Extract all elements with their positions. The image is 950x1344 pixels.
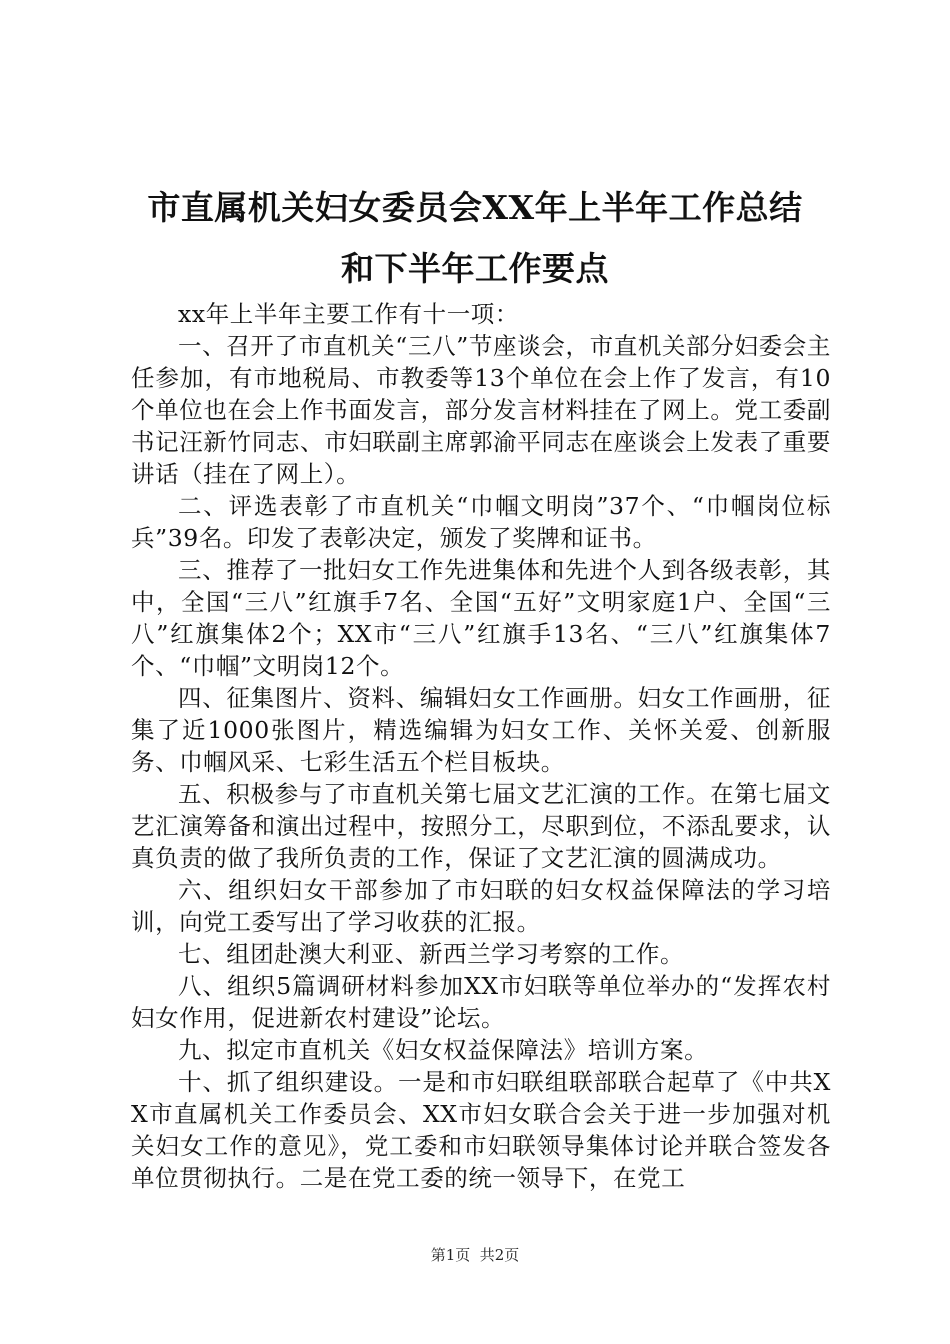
paragraph-item-8: 八、组织5篇调研材料参加XX市妇联等单位举办的“发挥农村妇女作用，促进新农村建设”论坛。 xyxy=(131,972,831,1032)
page-footer: 第1页 共2页 xyxy=(430,1246,520,1264)
paragraph-item-2: 二、评选表彰了市直机关“巾帼文明岗”37个、“巾帼岗位标兵”39名。印发了表彰决定，颁发了奖牌和证书。 xyxy=(131,492,831,552)
document-body xyxy=(131,298,831,1194)
paragraph-item-6: 六、组织妇女干部参加了市妇联的妇女权益保障法的学习培训，向党工委写出了学习收获的汇报。 xyxy=(131,876,831,936)
paragraph-item-4: 四、征集图片、资料、编辑妇女工作画册。妇女工作画册，征集了近1000张图片，精选编辑为妇女工作、关怀关爱、创新服务、巾帼风采、七彩生活五个栏目板块。 xyxy=(131,684,831,776)
paragraph-intro: xx年上半年主要工作有十一项： xyxy=(178,300,520,328)
document-title-line-1: 市直属机关妇女委员会XX年上半年工作总结 xyxy=(147,188,803,227)
paragraph-item-10: 十、抓了组织建设。一是和市妇联组联部联合起草了《中共XX市直属机关工作委员会、XX市妇女联合会关于进一步加强对机关妇女工作的意见》，党工委和市妇联领导集体讨论并联合签发各单位贯彻执行。二是在党工委的统一领导下，在党工 xyxy=(131,1068,831,1192)
document-title-line-2: 和下半年工作要点 xyxy=(341,249,609,288)
paragraph-item-7: 七、组团赴澳大利亚、新西兰学习考察的工作。 xyxy=(178,940,685,968)
paragraph-item-9: 九、拟定市直机关《妇女权益保障法》培训方案。 xyxy=(178,1036,709,1064)
paragraph-item-5: 五、积极参与了市直机关第七届文艺汇演的工作。在第七届文艺汇演筹备和演出过程中，按照分工，尽职到位，不添乱要求，认真负责的做了我所负责的工作，保证了文艺汇演的圆满成功。 xyxy=(131,780,831,872)
paragraph-item-1: 一、召开了市直机关“三八”节座谈会，市直机关部分妇委会主任参加，有市地税局、市教委等13个单位在会上作了发言，有10个单位也在会上作书面发言，部分发言材料挂在了网上。党工委副书记汪新竹同志、市妇联副主席郭渝平同志在座谈会上发表了重要讲话（挂在了网上）。 xyxy=(131,332,831,488)
paragraph-item-3: 三、推荐了一批妇女工作先进集体和先进个人到各级表彰，其中，全国“三八”红旗手7名、全国“五好”文明家庭1户、全国“三八”红旗集体2个；XX市“三八”红旗手13名、“三八”红旗集体7个、“巾帼”文明岗12个。 xyxy=(131,556,831,680)
